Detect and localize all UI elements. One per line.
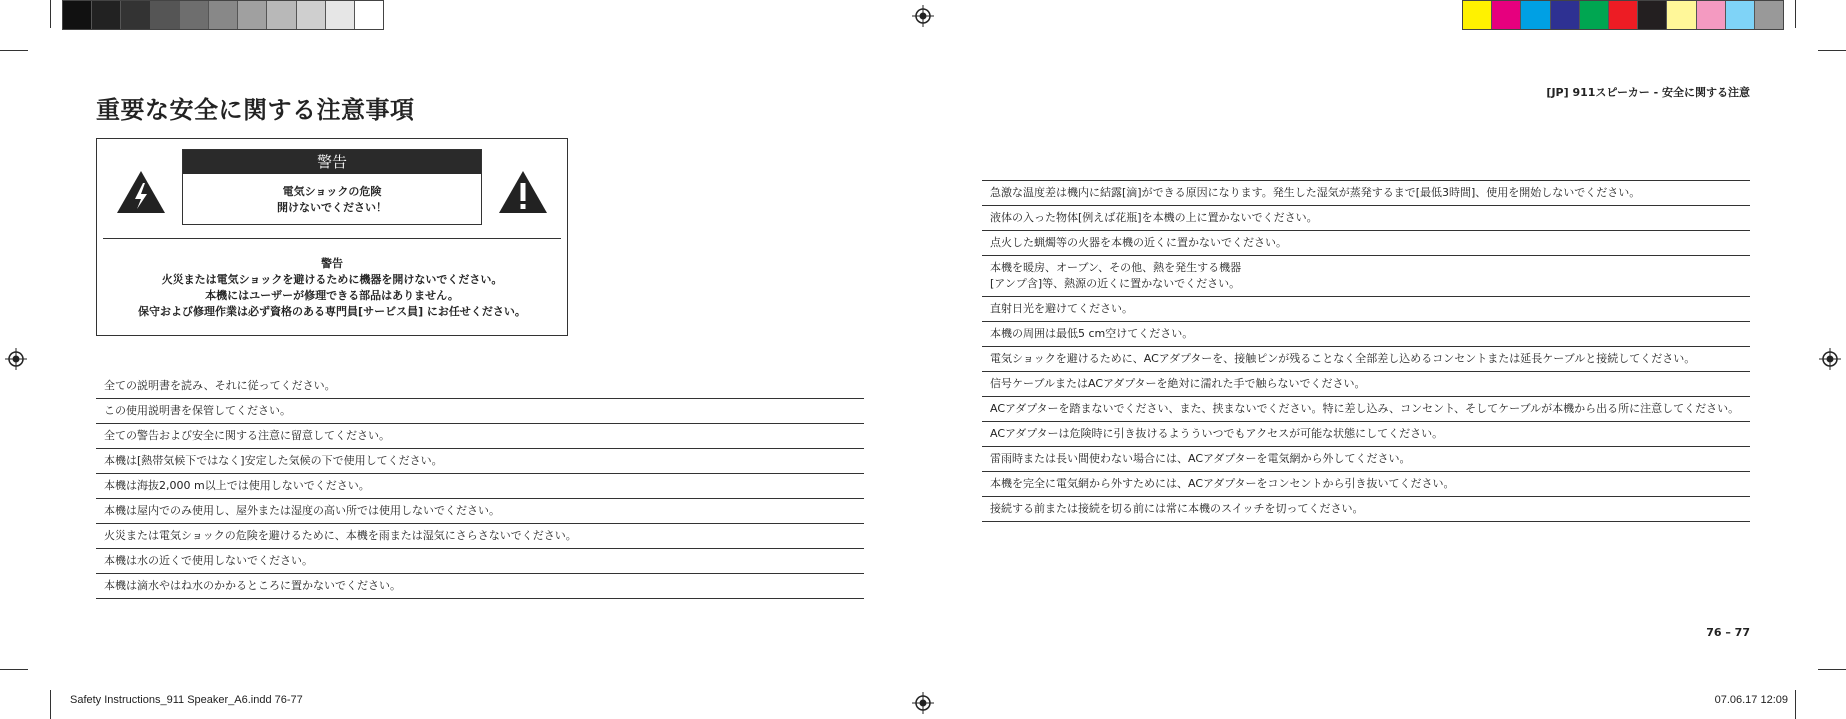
warning-line: 開けないでください！ bbox=[277, 201, 387, 214]
color-swatch bbox=[1726, 1, 1755, 29]
warning-body-line: 保守および修理作業は必ず資格のある専門員[サービス員] にお任せください。 bbox=[138, 305, 526, 318]
list-item: 信号ケーブルまたはACアダプターを絶対に濡れた手で触らないでください。 bbox=[982, 372, 1750, 397]
warning-heading: 警告 bbox=[183, 150, 481, 174]
crop-mark bbox=[1818, 669, 1846, 670]
gray-swatch bbox=[63, 1, 92, 29]
gray-swatch bbox=[180, 1, 209, 29]
color-bar bbox=[1462, 0, 1784, 30]
list-item: 本機は滴水やはね水のかかるところに置かないでください。 bbox=[96, 574, 864, 599]
list-item: 火災または電気ショックの危険を避けるために、本機を雨または湿気にさらさないでください。 bbox=[96, 524, 864, 549]
registration-mark-icon bbox=[912, 692, 934, 714]
warning-text bbox=[97, 256, 567, 320]
color-swatch bbox=[1697, 1, 1726, 29]
slug-filename: Safety Instructions_911 Speaker_A6.indd 76-77 bbox=[70, 694, 303, 706]
running-header: [JP] 911スピーカー - 安全に関する注意 bbox=[1546, 86, 1750, 99]
color-swatch bbox=[1609, 1, 1638, 29]
gray-swatch bbox=[326, 1, 355, 29]
crop-mark bbox=[1818, 50, 1846, 51]
list-item: 雷雨時または長い間使わない場合には、ACアダプターを電気網から外してください。 bbox=[982, 447, 1750, 472]
list-item: 本機は海抜2,000 m以上では使用しないでください。 bbox=[96, 474, 864, 499]
color-swatch bbox=[1492, 1, 1521, 29]
lightning-warning-icon bbox=[115, 169, 167, 215]
gray-swatch bbox=[121, 1, 150, 29]
crop-mark bbox=[1795, 0, 1796, 28]
color-swatch bbox=[1667, 1, 1696, 29]
page-number: 76 – 77 bbox=[1706, 626, 1750, 639]
gray-swatch bbox=[209, 1, 238, 29]
list-item: 液体の入った物体[例えば花瓶]を本機の上に置かないでください。 bbox=[982, 206, 1750, 231]
crop-mark bbox=[0, 669, 28, 670]
page-title: 重要な安全に関する注意事項 bbox=[96, 96, 415, 124]
list-item: 本機は水の近くで使用しないでください。 bbox=[96, 549, 864, 574]
crop-mark bbox=[0, 50, 28, 51]
warning-body-line: 火災または電気ショックを避けるために機器を開けないでください。 bbox=[161, 273, 503, 286]
color-swatch bbox=[1463, 1, 1492, 29]
gray-swatch bbox=[355, 1, 383, 29]
crop-mark bbox=[1795, 690, 1796, 719]
warning-label bbox=[182, 149, 482, 225]
gray-swatch bbox=[92, 1, 121, 29]
list-item: 接続する前または接続を切る前には常に本機のスイッチを切ってください。 bbox=[982, 497, 1750, 522]
registration-mark-icon bbox=[1819, 348, 1841, 370]
warning-body-line: 本機にはユーザーが修理できる部品はありません。 bbox=[205, 289, 459, 302]
color-swatch bbox=[1638, 1, 1667, 29]
exclamation-warning-icon bbox=[497, 169, 549, 215]
list-item: ACアダプターを踏まないでください、また、挟まないでください。特に差し込み、コンセント、そしてケーブルが本機から出る所に注意してください。 bbox=[982, 397, 1750, 422]
warning-line: 電気ショックの危険 bbox=[282, 185, 382, 198]
list-item: 電気ショックを避けるために、ACアダプターを、接触ピンが残ることなく全部差し込めるコンセントまたは延長ケーブルと接続してください。 bbox=[982, 347, 1750, 372]
warning-box bbox=[96, 138, 568, 336]
gray-swatch bbox=[151, 1, 180, 29]
gray-swatch bbox=[297, 1, 326, 29]
safety-list-left bbox=[96, 374, 864, 599]
gray-swatch bbox=[267, 1, 296, 29]
crop-mark bbox=[50, 690, 51, 719]
list-item: ACアダプターは危険時に引き抜けるようういつでもアクセスが可能な状態にしてください。 bbox=[982, 422, 1750, 447]
list-item: 点火した蝋燭等の火器を本機の近くに置かないでください。 bbox=[982, 231, 1750, 256]
gray-swatch bbox=[238, 1, 267, 29]
color-swatch bbox=[1755, 1, 1783, 29]
color-swatch bbox=[1580, 1, 1609, 29]
list-item: 本機は[熱帯気候下ではなく]安定した気候の下で使用してください。 bbox=[96, 449, 864, 474]
list-item: 本機の周囲は最低5 cm空けてください。 bbox=[982, 322, 1750, 347]
list-item: 急激な温度差は機内に結露[滴]ができる原因になります。発生した湿気が蒸発するまで[最低3時間]、使用を開始しないでください。 bbox=[982, 180, 1750, 206]
list-item: 本機を暖房、オーブン、その他、熱を発生する機器 [アンプ含]等、熱源の近くに置かないでください。 bbox=[982, 256, 1750, 297]
slug-date: 07.06.17 12:09 bbox=[1714, 694, 1788, 706]
safety-list-right bbox=[982, 180, 1750, 522]
divider bbox=[103, 238, 561, 239]
list-item: 直射日光を避けてください。 bbox=[982, 297, 1750, 322]
registration-mark-icon bbox=[912, 5, 934, 27]
grayscale-bar bbox=[62, 0, 384, 30]
warning-body-heading: 警告 bbox=[321, 257, 343, 270]
list-item: 本機は屋内でのみ使用し、屋外または湿度の高い所では使用しないでください。 bbox=[96, 499, 864, 524]
registration-mark-icon bbox=[5, 348, 27, 370]
color-swatch bbox=[1551, 1, 1580, 29]
list-item: 全ての警告および安全に関する注意に留意してください。 bbox=[96, 424, 864, 449]
list-item: この使用説明書を保管してください。 bbox=[96, 399, 864, 424]
crop-mark bbox=[50, 0, 51, 28]
list-item: 全ての説明書を読み、それに従ってください。 bbox=[96, 374, 864, 399]
list-item: 本機を完全に電気網から外すためには、ACアダプターをコンセントから引き抜いてください。 bbox=[982, 472, 1750, 497]
color-swatch bbox=[1521, 1, 1550, 29]
